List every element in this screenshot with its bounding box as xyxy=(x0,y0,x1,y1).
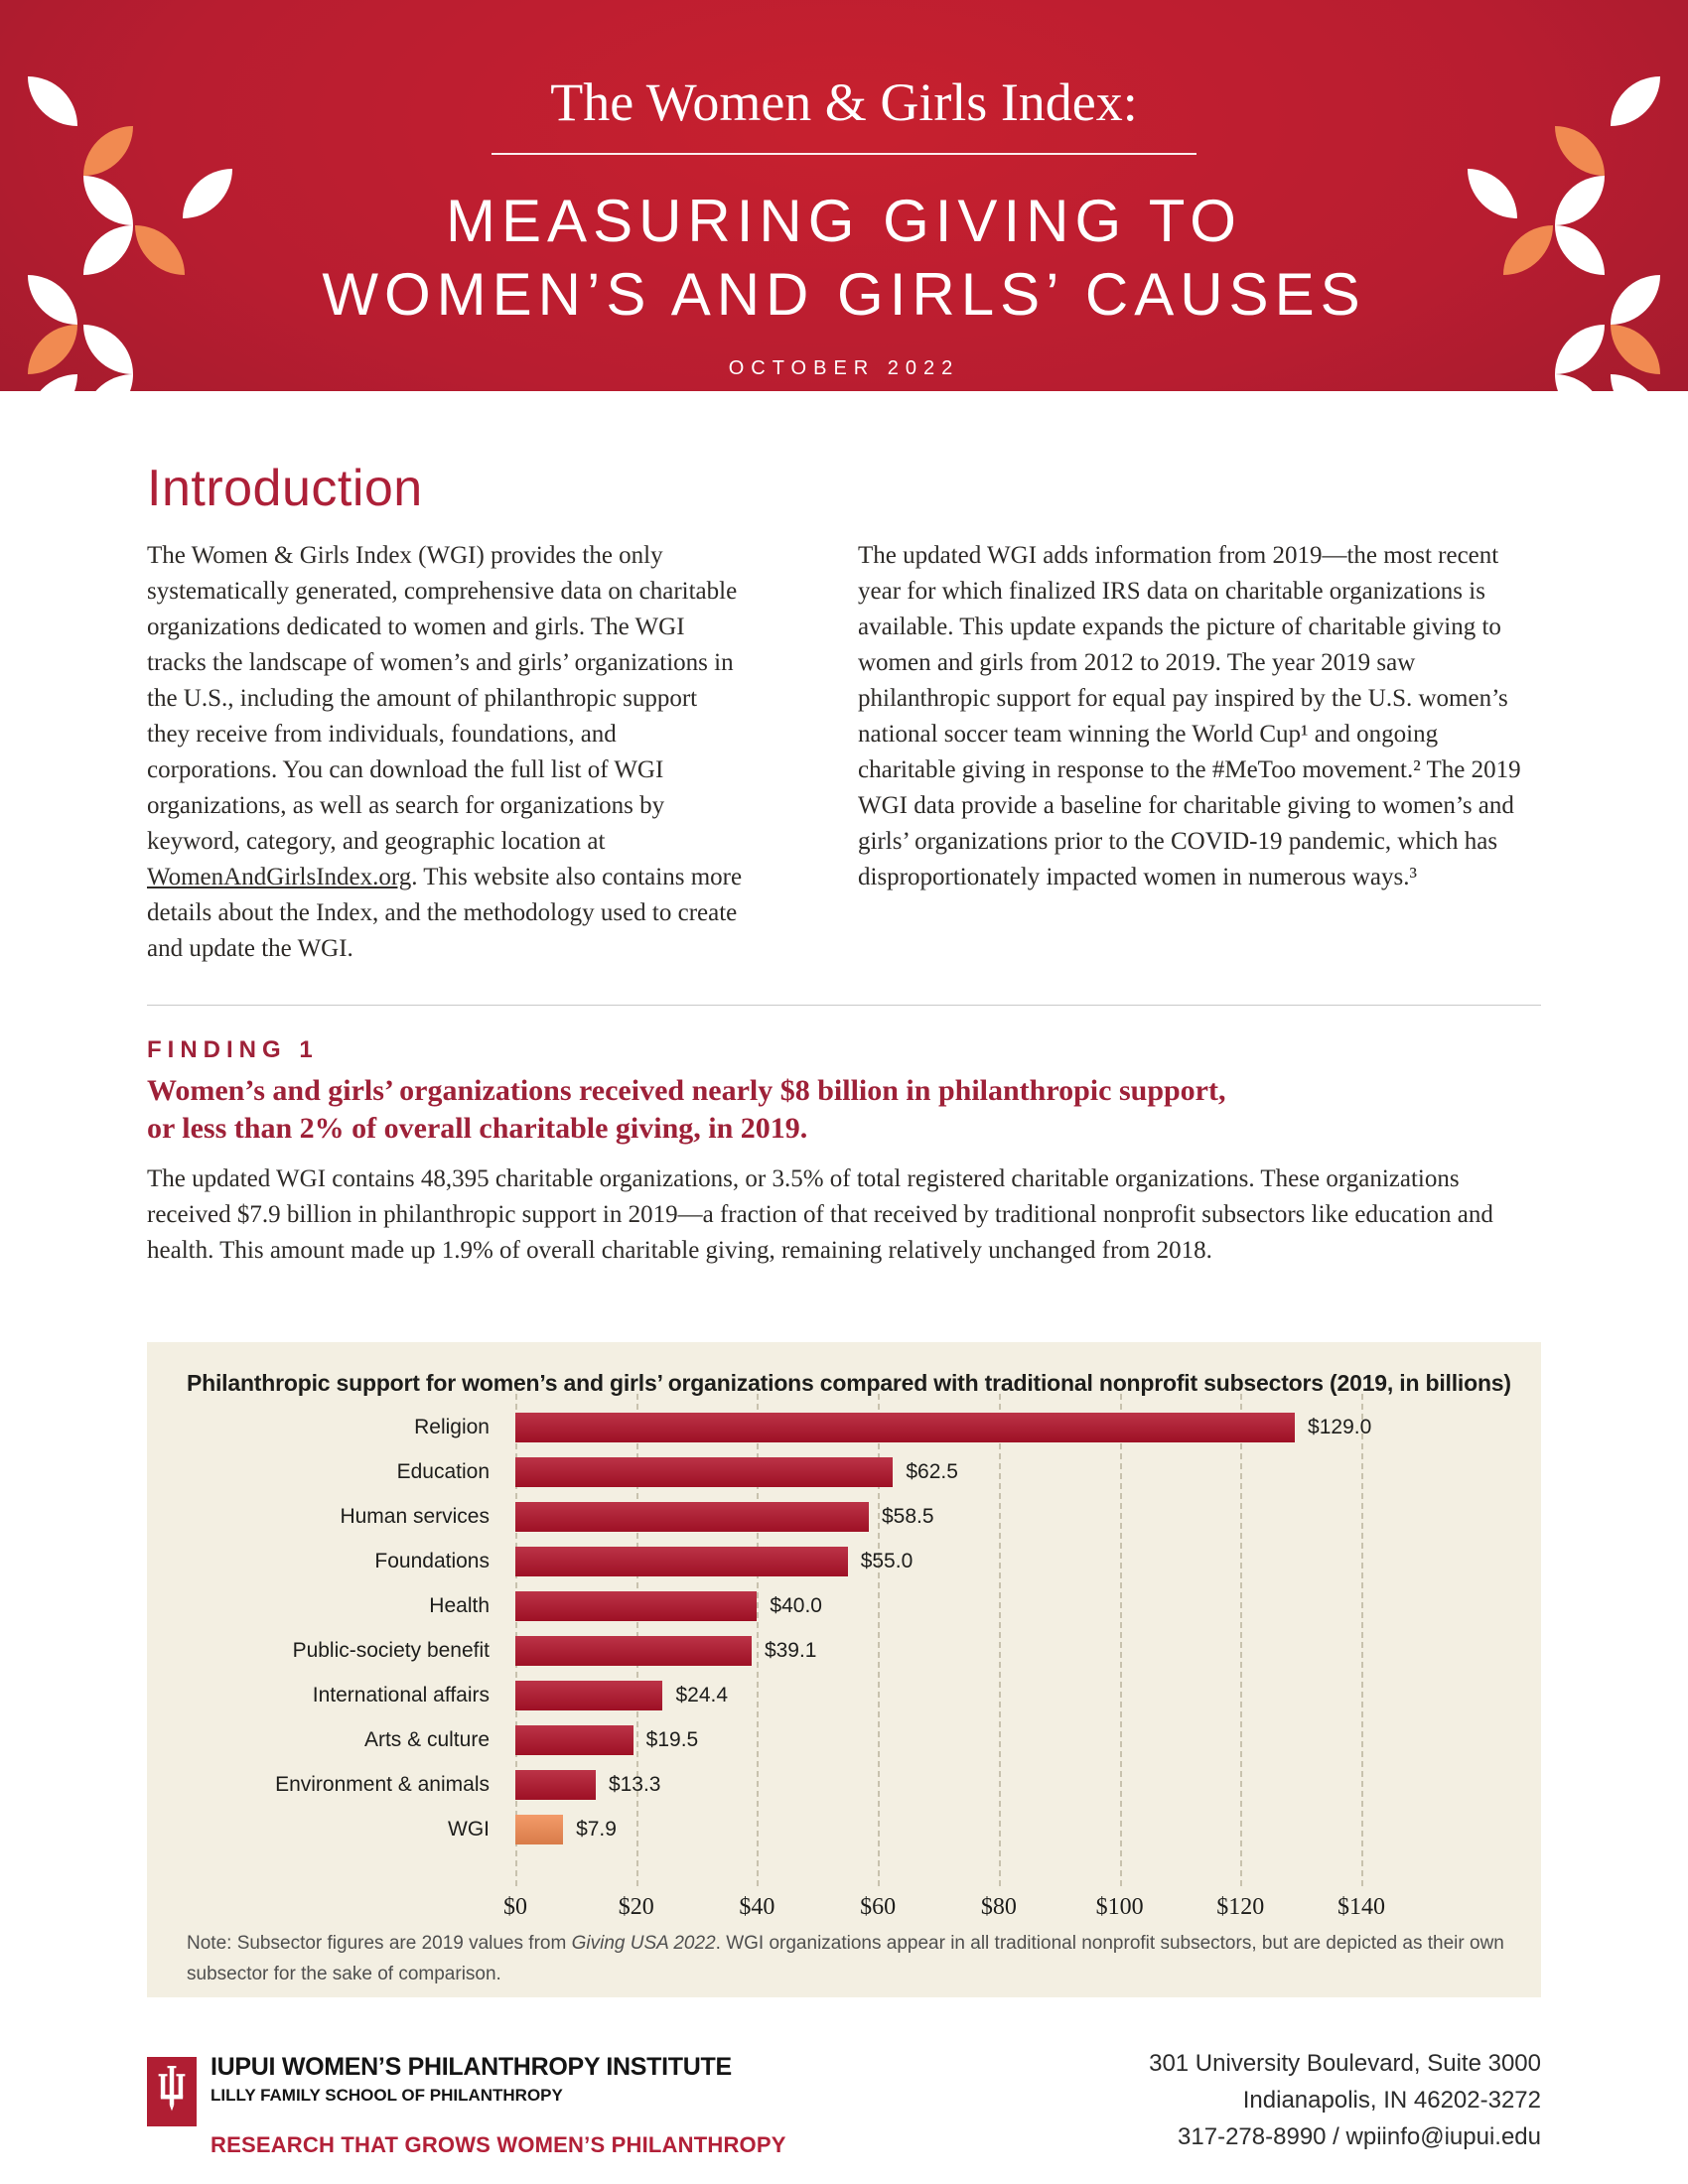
intro-left-text: The Women & Girls Index (WGI) provides the only systematically generated, comprehensive data on charitable organizations dedicated to women and girls. The WGI tracks the landscape of women’s and girls’ organizations in the U.S., including the amount of philanthropic support they receive from individuals, foundations, and corporations. You can download the full list of WGI organizations, as well as search for organizations by keyword, category, and geographic location at xyxy=(147,542,738,855)
chart-title: Philanthropic support for women’s and girls’ organizations compared with traditional nonprofit subsectors (2019, in billions) xyxy=(187,1370,1511,1396)
bar xyxy=(515,1413,1295,1442)
bar-row xyxy=(147,1405,1541,1449)
footer-contact-block xyxy=(1149,2045,1541,2155)
bar-row xyxy=(147,1673,1541,1717)
header-banner xyxy=(0,0,1688,391)
x-axis-tick-label: $100 xyxy=(1095,1894,1144,1920)
bar-rows xyxy=(147,1405,1541,1851)
report-series-title: The Women & Girls Index: xyxy=(550,72,1138,132)
footer-phone-email: 317-278-8990 / wpiinfo@iupui.edu xyxy=(1178,2123,1541,2150)
bar-value-label: $40.0 xyxy=(770,1593,822,1617)
bar xyxy=(515,1591,757,1621)
bar-category-label: WGI xyxy=(448,1817,490,1841)
footer-address-line2: Indianapolis, IN 46202-3272 xyxy=(1242,2087,1541,2114)
petal-icon xyxy=(83,126,133,176)
bar-track xyxy=(515,1591,1541,1621)
intro-left-text-after-link: . This website also contains more details about the Index, and the methodology used to create and update the WGI. xyxy=(147,864,743,962)
bar-track xyxy=(515,1770,1541,1800)
introduction-columns xyxy=(147,538,1541,967)
x-axis-tick-label: $80 xyxy=(980,1894,1017,1920)
iu-logo xyxy=(147,2057,197,2126)
bar xyxy=(515,1681,662,1710)
bar-track xyxy=(515,1457,1541,1487)
bar-row xyxy=(147,1807,1541,1851)
bar-track xyxy=(515,1636,1541,1666)
x-axis-tick-label: $40 xyxy=(739,1894,775,1920)
wgi-website-link[interactable]: WomenAndGirlsIndex.org xyxy=(147,864,412,890)
section-divider xyxy=(147,1005,1541,1006)
x-axis-tick-label: $140 xyxy=(1337,1894,1385,1920)
bar-value-label: $129.0 xyxy=(1308,1415,1372,1438)
bar-track xyxy=(515,1681,1541,1710)
bar-category-label: Human services xyxy=(340,1504,490,1528)
bar-track xyxy=(515,1725,1541,1755)
bar xyxy=(515,1770,596,1800)
bar xyxy=(515,1636,752,1666)
bar xyxy=(515,1725,633,1755)
chart-note-text: Note: Subsector figures are 2019 values from xyxy=(187,1933,572,1954)
report-title-line1: MEASURING GIVING TO xyxy=(446,188,1242,254)
bar-value-label: $24.4 xyxy=(675,1683,729,1706)
intro-paragraph-left xyxy=(147,538,743,967)
bar-value-label: $55.0 xyxy=(860,1549,914,1572)
chart-note-text-after: . WGI organizations appear in all traditional nonprofit subsectors, but are depicted as their own subsector for the sake of comparison. xyxy=(187,1933,1504,1984)
bar-category-label: International affairs xyxy=(312,1683,490,1706)
finding1-body: The updated WGI contains 48,395 charitable organizations, or 3.5% of total registered charitable organizations. These organizations received $7.9 billion in philanthropic support in 2019—a fraction of that received by traditional nonprofit subsectors like education and health. This amount made up 1.9% of overall charitable giving, remaining relatively unchanged from 2018. xyxy=(147,1165,1493,1264)
bar-row xyxy=(147,1762,1541,1807)
introduction-heading: Introduction xyxy=(147,460,423,517)
bar-track xyxy=(515,1502,1541,1532)
bar-row xyxy=(147,1583,1541,1628)
bar-category-label: Foundations xyxy=(374,1549,490,1572)
footer-school-name: LILLY FAMILY SCHOOL OF PHILANTHROPY xyxy=(211,2086,563,2105)
bar xyxy=(515,1547,848,1576)
bar xyxy=(515,1457,893,1487)
finding1-heading-line2: or less than 2% of overall charitable giving, in 2019. xyxy=(147,1112,808,1145)
header-divider xyxy=(492,153,1196,155)
bar-row xyxy=(147,1628,1541,1673)
finding1-label: FINDING 1 xyxy=(147,1036,319,1063)
chart-x-axis xyxy=(503,1894,1385,1926)
x-axis-tick-label: $0 xyxy=(503,1894,527,1920)
x-axis-tick-label: $20 xyxy=(618,1894,654,1920)
report-title-line2: WOMEN’S AND GIRLS’ CAUSES xyxy=(322,261,1366,328)
bar-category-label: Public-society benefit xyxy=(292,1638,490,1662)
bar-track xyxy=(515,1815,1541,1844)
bar-row xyxy=(147,1717,1541,1762)
bar xyxy=(515,1815,563,1844)
chart-note-source: Giving USA 2022 xyxy=(571,1933,716,1954)
bar-category-label: Religion xyxy=(414,1415,490,1438)
intro-paragraph-right: The updated WGI adds information from 2019—the most recent year for which finalized IRS data on charitable organizations is available. This update expands the picture of charitable giving to women and girls from 2012 to 2019. The year 2019 saw philanthropic support for equal pay inspired by the U.S. women’s national soccer team winning the World Cup¹ and ongoing charitable giving in response to the #MeToo movement.² The 2019 WGI data provide a baseline for charitable giving to women’s and girls’ organizations prior to the COVID-19 pandemic, which has disproportionately impacted women in numerous ways.³ xyxy=(858,542,1521,890)
finding1-heading-line1: Women’s and girls’ organizations received nearly $8 billion in philanthropic support, xyxy=(147,1074,1226,1107)
bar-track xyxy=(515,1413,1541,1442)
footer-tagline: RESEARCH THAT GROWS WOMEN’S PHILANTHROPY xyxy=(211,2132,786,2157)
bar-category-label: Health xyxy=(429,1593,490,1617)
petal-icon xyxy=(1555,126,1605,176)
footer-institute-name: IUPUI WOMEN’S PHILANTHROPY INSTITUTE xyxy=(211,2053,732,2081)
chart-note xyxy=(187,1928,1507,1989)
bar-value-label: $13.3 xyxy=(608,1772,661,1796)
iu-trident-icon xyxy=(153,2066,191,2117)
bar-value-label: $62.5 xyxy=(906,1459,958,1483)
bar xyxy=(515,1502,869,1532)
bar-category-label: Arts & culture xyxy=(363,1727,490,1751)
bar-row xyxy=(147,1539,1541,1583)
x-axis-tick-label: $120 xyxy=(1216,1894,1265,1920)
bar-chart-panel xyxy=(147,1342,1541,1997)
bar-value-label: $19.5 xyxy=(645,1727,699,1751)
report-date: OCTOBER 2022 xyxy=(728,357,960,379)
bar-track xyxy=(515,1547,1541,1576)
finding1-heading xyxy=(147,1072,1226,1148)
bar-category-label: Environment & animals xyxy=(275,1772,490,1796)
footer-address-line1: 301 University Boulevard, Suite 3000 xyxy=(1149,2050,1541,2077)
bar-value-label: $39.1 xyxy=(764,1638,817,1662)
bar-category-label: Education xyxy=(396,1459,490,1483)
bar-value-label: $7.9 xyxy=(576,1817,617,1841)
bar-row xyxy=(147,1449,1541,1494)
bar-row xyxy=(147,1494,1541,1539)
bar-value-label: $58.5 xyxy=(882,1504,934,1528)
x-axis-tick-label: $60 xyxy=(860,1894,897,1920)
